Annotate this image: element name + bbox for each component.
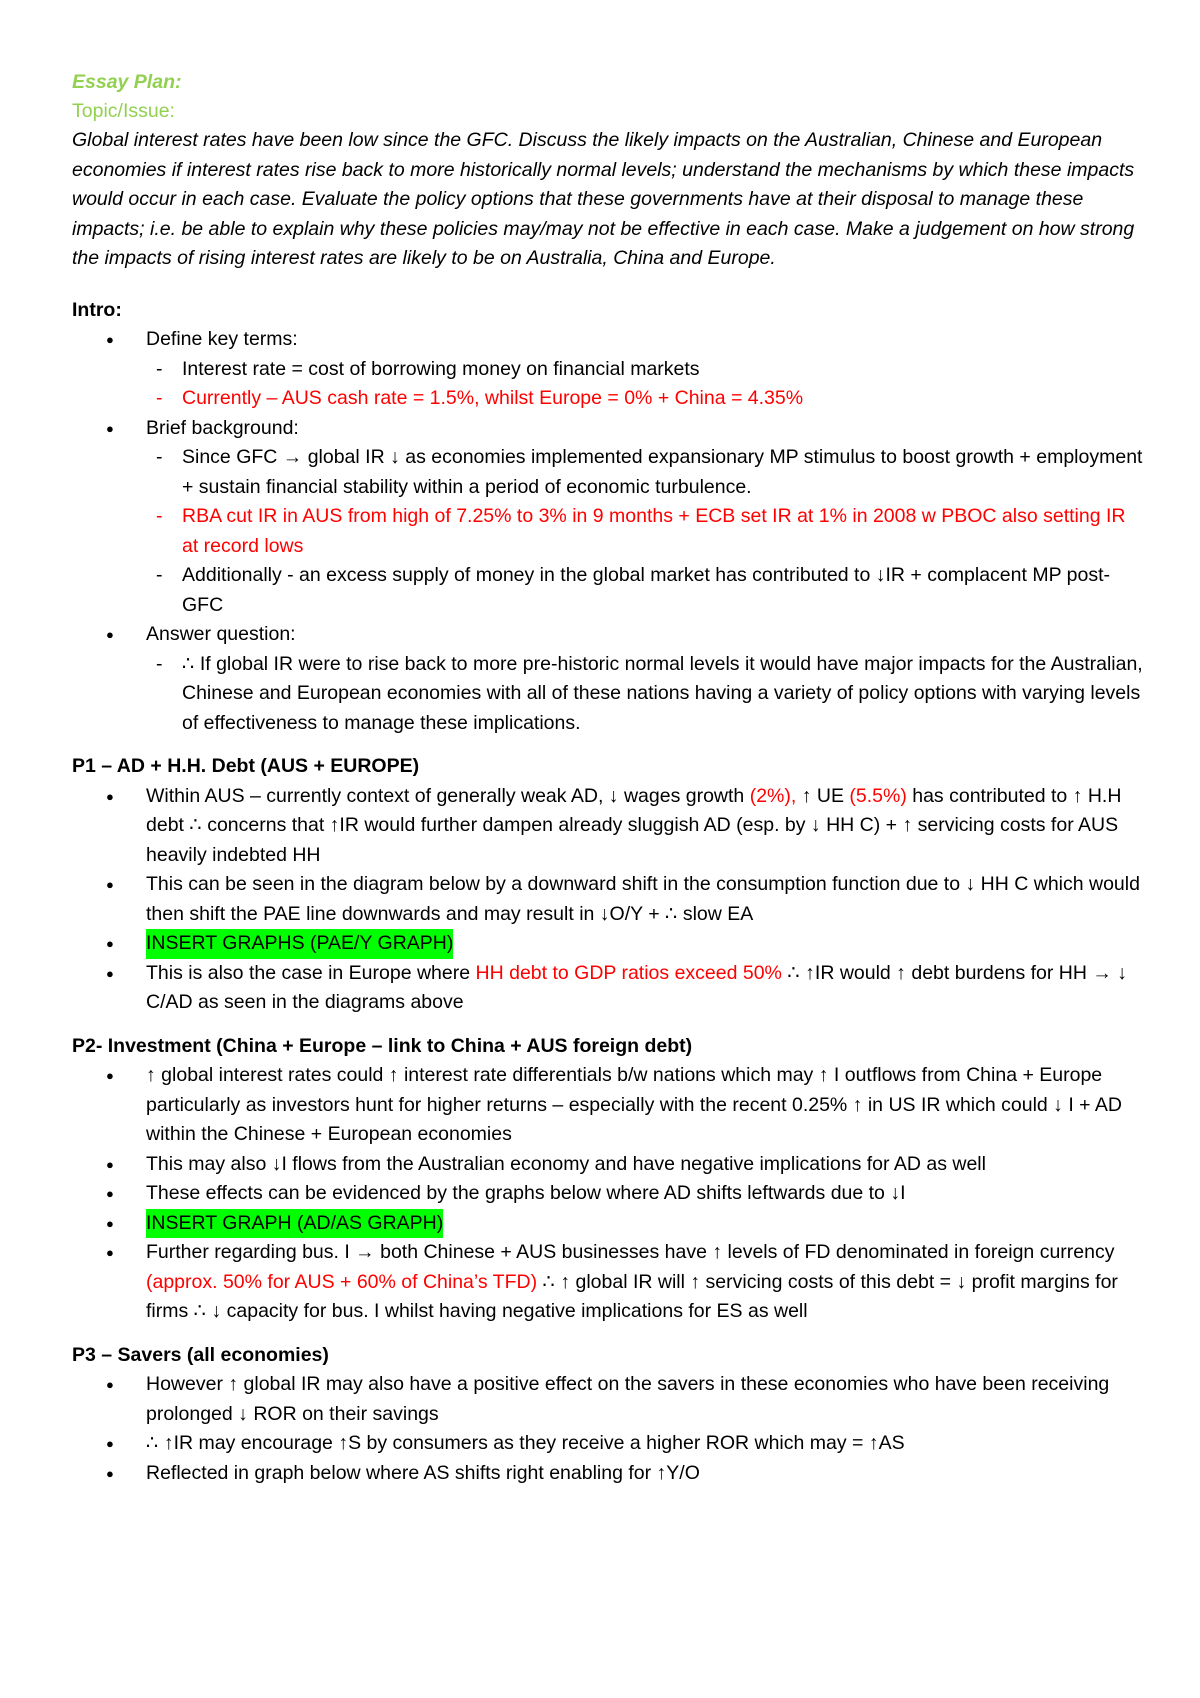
p2-heading: P2- Investment (China + Europe – link to China + AUS foreign debt) bbox=[72, 1034, 693, 1057]
intro-background-item: - Since GFC → global IR ↓ as economies implemented expansionary MP stimulus to boost growth + employment + sustain financial stability within a period of economic turbulence. bbox=[72, 443, 1147, 502]
p3-list bbox=[72, 1370, 1147, 1488]
intro-bullet-answer: ● Answer question: bbox=[72, 620, 1147, 650]
insert-graph-highlight: INSERT GRAPHS (PAE/Y GRAPH) bbox=[146, 929, 453, 959]
intro-background-item-supply: - Additionally - an excess supply of money in the global market has contributed to ↓IR + complacent MP post-GFC bbox=[72, 561, 1147, 620]
p1-heading: P1 – AD + H.H. Debt (AUS + EUROPE) bbox=[72, 755, 420, 777]
p3-bullet-savers: ● However ↑ global IR may also have a positive effect on the savers in these economies who have been receiving prolonged ↓ ROR on their savings bbox=[72, 1370, 1147, 1429]
essay-title: Essay Plan: bbox=[72, 71, 182, 93]
intro-list bbox=[72, 325, 1147, 355]
p3-bullet-graph: ● Reflected in graph below where AS shifts right enabling for ↑Y/O bbox=[72, 1459, 1147, 1489]
insert-graph-highlight: INSERT GRAPH (AD/AS GRAPH) bbox=[146, 1209, 443, 1239]
p2-bullet-evidence: ● These effects can be evidenced by the graphs below where AD shifts leftwards due to ↓I bbox=[72, 1179, 1147, 1209]
intro-define-item-rates: - Currently – AUS cash rate = 1.5%, whilst Europe = 0% + China = 4.35% bbox=[72, 384, 1147, 414]
p1-bullet-europe: ● This is also the case in Europe where HH debt to GDP ratios exceed 50% ∴ ↑IR would ↑ debt burdens for HH → ↓ C/AD as seen in the diagrams above bbox=[72, 959, 1147, 1018]
p2-bullet-aus-flows: ● This may also ↓I flows from the Australian economy and have negative implications for AD as well bbox=[72, 1150, 1147, 1180]
p2-bullet-rates: ● ↑ global interest rates could ↑ interest rate differentials b/w nations which may ↑ I outflows from China + Europe particularly as investors hunt for higher returns – especially with the recent 0.25% ↑ in US IR which could ↓ I + AD within the Chinese + European economies bbox=[72, 1061, 1147, 1150]
p3-heading: P3 – Savers (all economies) bbox=[72, 1343, 329, 1366]
intro-define-list bbox=[72, 355, 1147, 414]
p1-bullet-aus: ● Within AUS – currently context of generally weak AD, ↓ wages growth (2%), ↑ UE (5.5%) has contributed to ↑ H.H debt ∴ concerns that ↑IR would further dampen already sluggish AD (esp. by ↓ HH C) + ↑ servicing costs for AUS heavily indebted HH bbox=[72, 782, 1147, 871]
p1-bullet-insert-graph bbox=[72, 929, 1147, 959]
intro-answer-item: - ∴ If global IR were to rise back to more pre-historic normal levels it would have major impacts for the Australian, Chinese and European economies with all of these nations having a variety of policy options with varying levels of effectiveness to manage these implications. bbox=[72, 650, 1147, 739]
intro-bullet-define: ● Define key terms: bbox=[72, 325, 1147, 355]
intro-define-item: - Interest rate = cost of borrowing money on financial markets bbox=[72, 355, 1147, 385]
p1-list bbox=[72, 782, 1147, 1018]
intro-background-list bbox=[72, 443, 1147, 620]
intro-answer-list bbox=[72, 650, 1147, 739]
p1-bullet-diagram: ● This can be seen in the diagram below by a downward shift in the consumption function due to ↓ HH C which would then shift the PAE line downwards and may result in ↓O/Y + ∴ slow EA bbox=[72, 870, 1147, 929]
intro-heading: Intro: bbox=[72, 298, 122, 321]
topic-text: Global interest rates have been low since the GFC. Discuss the likely impacts on the Australian, Chinese and European economies if interest rates rise back to more historically normal levels; understand the mechanisms by which these impacts would occur in each case. Evaluate the policy options that these governments have at their disposal to manage these impacts; i.e. be able to explain why these policies may/may not be effective in each case. Make a judgement on how strong the impacts of rising interest rates are likely to be on Australia, China and Europe. bbox=[72, 129, 1135, 269]
topic-label: Topic/Issue: bbox=[72, 100, 175, 122]
intro-bullet-background: ● Brief background: bbox=[72, 414, 1147, 444]
p2-bullet-foreign-debt: ● Further regarding bus. I → both Chinese + AUS businesses have ↑ levels of FD denominated in foreign currency (approx. 50% for AUS + 60% of China’s TFD) ∴ ↑ global IR will ↑ servicing costs of this debt = ↓ profit margins for firms ∴ ↓ capacity for bus. I whilst having negative implications for ES as well bbox=[72, 1238, 1147, 1327]
p3-bullet-savings: ● ∴ ↑IR may encourage ↑S by consumers as they receive a higher ROR which may = ↑AS bbox=[72, 1429, 1147, 1459]
p2-list bbox=[72, 1061, 1147, 1327]
intro-background-item-rba: - RBA cut IR in AUS from high of 7.25% to 3% in 9 months + ECB set IR at 1% in 2008 w PBOC also setting IR at record lows bbox=[72, 502, 1147, 561]
essay-page bbox=[72, 68, 1147, 1488]
p2-bullet-insert-graph bbox=[72, 1209, 1147, 1239]
